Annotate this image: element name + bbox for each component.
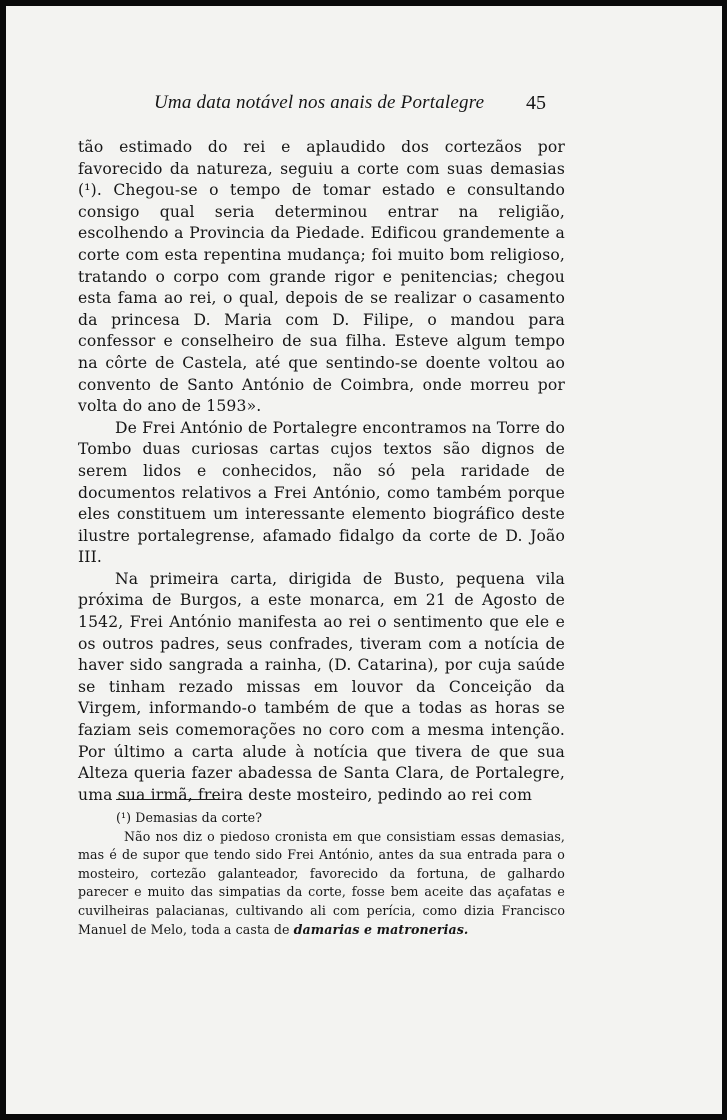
paragraph-1: tão estimado do rei e aplaudido dos cortezãos por favorecido da natureza, seguiu a corte com suas demasias (¹). Chegou-se o tempo de tomar estado e consultando consigo qual seria determinou entrar na religião, escolhendo a Provincia da Piedade. Edificou grandemente a corte com esta repentina mudança; foi muito bom religioso, tratando o corpo com grande rigor e penitencias; chegou esta fama ao rei, o qual, depois de se realizar o casamento da princesa D. Maria com D. Filipe, o mandou para confessor e conselheiro de sua filha. Esteve algum tempo na côrte de Castela, até que sentindo-se doente voltou ao convento de Santo António de Coimbra, onde morreu por volta do ano de 1593». xyxy=(78,138,565,416)
paragraph-3: Na primeira carta, dirigida de Busto, pequena vila próxima de Burgos, a este monarca, em 21 de Agosto de 1542, Frei António manifesta ao rei o sentimento que ele e os outros padres, seus confrades, tiveram com a notícia de haver sido sangrada a rainha, (D. Catarina), por cuja saúde se tinham rezado missas em louvor da Conceição da Virgem, informando-o também de que a todas as horas se faziam seis comemorações no coro com a mesma intenção. Por último a carta alude à notícia que tivera de que sua Alteza queria fazer abadessa de Santa Clara, de Portalegre, uma sua irmã, freira deste mosteiro, pedindo ao rei com xyxy=(78,569,565,804)
page-number: 45 xyxy=(526,92,546,114)
body-text xyxy=(78,137,565,806)
running-head xyxy=(6,92,722,118)
running-title: Uma data notável nos anais de Portalegre xyxy=(154,92,485,113)
footnote-emphasis: damarias e matronerias. xyxy=(293,921,469,937)
footnote-body: Não nos diz o piedoso cronista em que consistiam essas demasias, mas é de supor que tendo sido Frei António, antes da sua entrada para o mosteiro, cortezão galanteador, favorecido da fortuna, de galhardo parecer e muito das simpatias da corte, fosse bem aceite das açafatas e cuvilheiras palacianas, cultivando ali com perícia, como dizia Francisco Manuel de Melo, toda a casta de xyxy=(78,828,565,937)
footnote-heading: Demasias da corte? xyxy=(135,810,263,825)
footnote-heading-line xyxy=(78,809,565,828)
footnote-rule xyxy=(116,799,221,800)
footnote-marker: (¹) xyxy=(116,810,132,825)
footnote-text xyxy=(78,828,565,940)
paragraph-2: De Frei António de Portalegre encontramos na Torre do Tombo duas curiosas cartas cujos textos são dignos de serem lidos e conhecidos, não só pela raridade de documentos relativos a Frei António, como também porque eles constituem um interessante elemento biográfico deste ilustre portalegrense, afamado fidalgo da corte de D. João III. xyxy=(78,418,565,567)
footnotes xyxy=(78,809,565,939)
book-page xyxy=(6,6,722,1114)
